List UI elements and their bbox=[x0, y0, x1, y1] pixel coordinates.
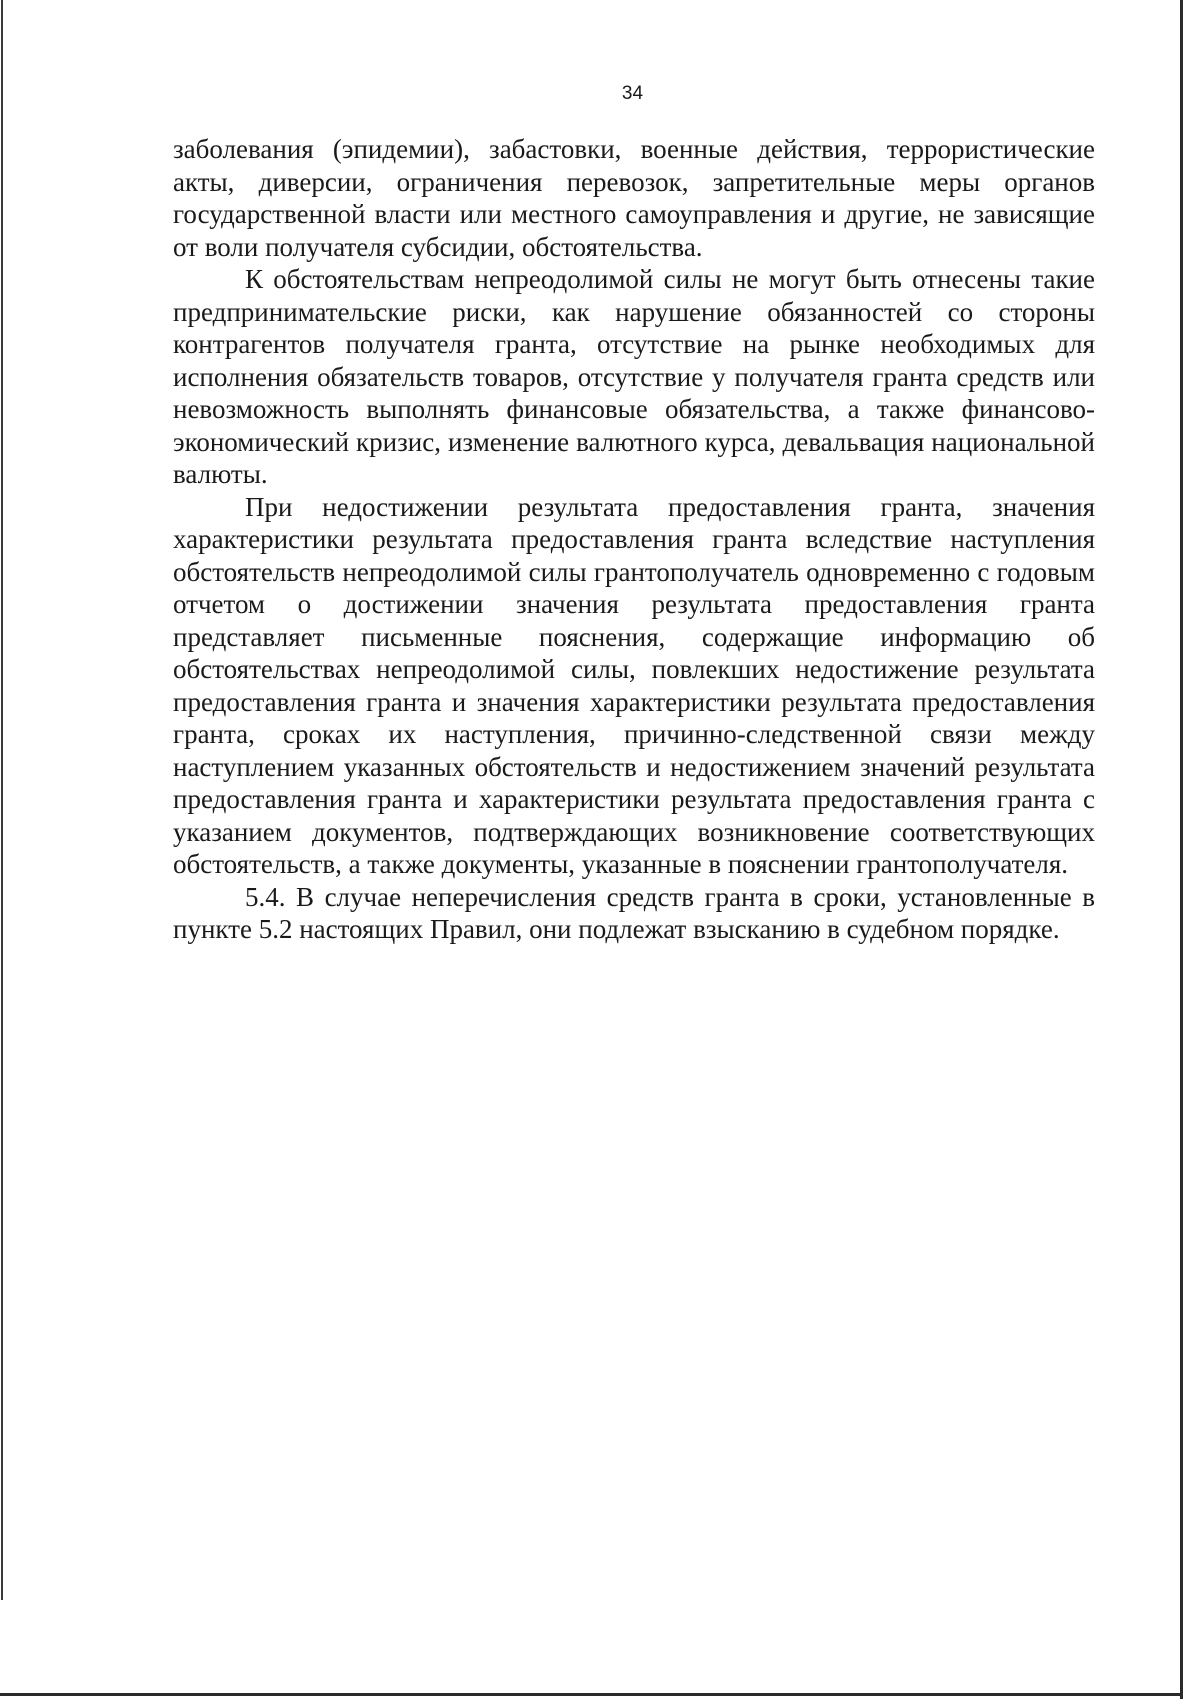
page-number: 34 bbox=[621, 83, 644, 104]
scan-edge-left bbox=[1, 0, 3, 1600]
scan-edge-bottom bbox=[0, 1693, 1183, 1696]
paragraph-section-5-4: 5.4. В случае неперечисления средств гранта в сроки, установленные в пункте 5.2 настоящих Правил, они подлежат взысканию в судебном порядке. bbox=[173, 881, 1095, 944]
paragraph-continuation: заболевания (эпидемии), забастовки, военные действия, террористические акты, диверсии, ограничения перевозок, запретительные меры органов государственной власти или местного самоуправления и другие, не зависящие от воли получателя субсидии, обстоятельства. bbox=[173, 134, 1095, 262]
scan-edge-right bbox=[1180, 0, 1183, 1699]
paragraph-non-achievement-explanations: При недостижении результата предоставления гранта, значения характеристики результата предоставления гранта вследствие наступления обстоятельств непреодолимой силы грантополучатель одновременно с годовым отчетом о достижении значения результата предоставления гранта представляет письменные пояснения, содержащие информацию об обстоятельствах непреодолимой силы, повлекших недостижение результата предоставления гранта и значения характеристики результата предоставления гранта, сроках их наступления, причинно-следственной связи между наступлением указанных обстоятельств и недостижением значений результата предоставления гранта и характеристики результата предоставления гранта с указанием документов, подтверждающих возникновение соответствующих обстоятельств, а также документы, указанные в пояснении грантополучателя. bbox=[173, 491, 1095, 879]
paragraph-force-majeure-exclusions: К обстоятельствам непреодолимой силы не могут быть отнесены такие предпринимательские риски, как нарушение обязанностей со стороны контрагентов получателя гранта, отсутствие на рынке необходимых для исполнения обязательств товаров, отсутствие у получателя гранта средств или невозможность выполнять финансовые обязательства, а также финансово-экономический кризис, изменение валютного курса, девальвация национальной валюты. bbox=[173, 264, 1095, 489]
document-body bbox=[173, 133, 1095, 946]
